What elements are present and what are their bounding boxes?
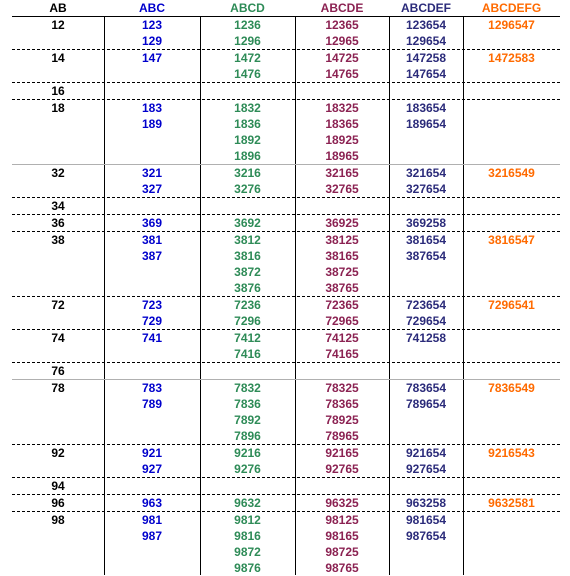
number-table <box>12 0 560 575</box>
cell-abcdefg: 9632581 <box>488 496 535 510</box>
cell-abcdef: 123654 <box>405 18 447 32</box>
cell-abcd: 1836 <box>234 117 261 131</box>
cell-ab: 12 <box>51 18 65 32</box>
cell-abcdefg: 3216549 <box>488 166 535 180</box>
cell-abcdefg: 1472583 <box>488 51 535 65</box>
cell-abcde: 74165 <box>325 347 359 361</box>
cell-abcde: 38125 <box>325 233 359 247</box>
cell-abcd: 7836 <box>234 397 261 411</box>
cell-abcd: 1896 <box>234 149 261 163</box>
cell-abc: 987 <box>141 529 163 543</box>
cell-abc: 381 <box>141 233 163 247</box>
cell-abcdef: 789654 <box>405 397 447 411</box>
cell-abcd: 3816 <box>234 249 261 263</box>
cell-abcde: 12965 <box>325 34 359 48</box>
cell-abcde: 72365 <box>325 298 359 312</box>
cell-abc: 981 <box>141 513 163 527</box>
cell-ab: 98 <box>51 513 65 527</box>
cell-abc: 921 <box>141 446 163 460</box>
cell-abcdef: 741258 <box>405 331 447 345</box>
cell-abc: 963 <box>141 496 163 510</box>
cell-abc: 183 <box>141 101 163 115</box>
cell-abcd: 3692 <box>234 216 261 230</box>
cell-ab: 18 <box>51 101 65 115</box>
header-abc: ABC <box>139 1 165 15</box>
cell-abcdef: 723654 <box>405 298 447 312</box>
header-ab: AB <box>49 1 67 15</box>
cell-abcdef: 147258 <box>405 51 447 65</box>
cell-abcd: 7896 <box>234 429 261 443</box>
cell-abcdef: 987654 <box>405 529 447 543</box>
cell-abcdef: 981654 <box>405 513 447 527</box>
cell-abcde: 98725 <box>325 545 359 559</box>
cell-ab: 72 <box>51 298 65 312</box>
cell-abcd: 9876 <box>234 561 261 575</box>
header-abcd: ABCD <box>230 1 265 15</box>
cell-abcde: 72965 <box>325 314 359 328</box>
cell-abcd: 7236 <box>234 298 261 312</box>
cell-abcdef: 783654 <box>405 381 447 395</box>
cell-abcde: 32165 <box>325 166 359 180</box>
cell-abcd: 3812 <box>234 233 261 247</box>
cell-abcdef: 729654 <box>405 314 447 328</box>
cell-abcde: 38765 <box>325 281 359 295</box>
cell-abcde: 78365 <box>325 397 359 411</box>
cell-abcde: 12365 <box>325 18 359 32</box>
cell-ab: 32 <box>51 166 65 180</box>
cell-abcdefg: 7836549 <box>488 381 535 395</box>
cell-abcdefg: 9216543 <box>488 446 535 460</box>
cell-abcde: 96325 <box>325 496 359 510</box>
cell-ab: 78 <box>51 381 65 395</box>
cell-abcde: 18965 <box>325 149 359 163</box>
cell-abcde: 92165 <box>325 446 359 460</box>
cell-abcde: 38165 <box>325 249 359 263</box>
cell-abc: 123 <box>141 18 163 32</box>
cell-ab: 76 <box>51 364 65 378</box>
cell-ab: 74 <box>51 331 65 345</box>
cell-abcd: 7892 <box>234 413 261 427</box>
cell-abcde: 18925 <box>325 133 359 147</box>
cell-ab: 38 <box>51 233 65 247</box>
cell-abcde: 98165 <box>325 529 359 543</box>
cell-ab: 16 <box>51 84 65 98</box>
cell-abc: 147 <box>141 51 163 65</box>
cell-abcdef: 321654 <box>405 166 447 180</box>
cell-abcde: 98765 <box>325 561 359 575</box>
cell-abc: 369 <box>141 216 163 230</box>
cell-abcdefg: 1296547 <box>488 18 535 32</box>
cell-abcd: 7832 <box>234 381 261 395</box>
cell-ab: 14 <box>51 51 65 65</box>
cell-abc: 327 <box>141 182 163 196</box>
cell-abcdef: 963258 <box>405 496 447 510</box>
cell-abcdef: 129654 <box>405 34 447 48</box>
cell-abcd: 3276 <box>234 182 261 196</box>
cell-abcde: 36925 <box>325 216 359 230</box>
header-abcde: ABCDE <box>320 1 364 15</box>
cell-abc: 741 <box>141 331 163 345</box>
cell-abc: 927 <box>141 462 163 476</box>
cell-abcdef: 147654 <box>405 67 447 81</box>
cell-abcdef: 921654 <box>405 446 447 460</box>
cell-abcde: 14725 <box>325 51 359 65</box>
cell-abcdef: 381654 <box>405 233 447 247</box>
cell-abcd: 1296 <box>234 34 261 48</box>
cell-abcdef: 927654 <box>405 462 447 476</box>
cell-abcde: 74125 <box>325 331 359 345</box>
cell-abcd: 1832 <box>234 101 261 115</box>
cell-abcd: 9276 <box>234 462 261 476</box>
header-abcdef: ABCDEF <box>401 1 451 15</box>
cell-abcde: 78965 <box>325 429 359 443</box>
cell-abcdefg: 7296541 <box>488 298 535 312</box>
cell-abc: 723 <box>141 298 163 312</box>
cell-abcd: 9812 <box>234 513 261 527</box>
cell-abcd: 9816 <box>234 529 261 543</box>
cell-abcdef: 369258 <box>405 216 447 230</box>
cell-abcd: 3872 <box>234 265 261 279</box>
cell-abcde: 32765 <box>325 182 359 196</box>
header-abcdefg: ABCDEFG <box>481 1 542 15</box>
cell-abcd: 1236 <box>234 18 261 32</box>
cell-abcde: 78925 <box>325 413 359 427</box>
cell-abcde: 78325 <box>325 381 359 395</box>
cell-abc: 189 <box>141 117 163 131</box>
cell-abcd: 9872 <box>234 545 261 559</box>
cell-abc: 129 <box>141 34 163 48</box>
cell-abcdef: 183654 <box>405 101 447 115</box>
cell-abcd: 7412 <box>234 331 261 345</box>
cell-abc: 387 <box>141 249 163 263</box>
cell-abcde: 98125 <box>325 513 359 527</box>
cell-abc: 729 <box>141 314 163 328</box>
cell-abcd: 1472 <box>234 51 261 65</box>
cell-abcd: 3876 <box>234 281 261 295</box>
cell-abcd: 9632 <box>234 496 261 510</box>
cell-abcd: 7416 <box>234 347 261 361</box>
cell-ab: 96 <box>51 496 65 510</box>
cell-ab: 92 <box>51 446 65 460</box>
cell-abcde: 92765 <box>325 462 359 476</box>
cell-ab: 34 <box>51 199 65 213</box>
cell-ab: 36 <box>51 216 65 230</box>
cell-ab: 94 <box>51 479 65 493</box>
cell-abcdef: 189654 <box>405 117 447 131</box>
cell-abcd: 1892 <box>234 133 261 147</box>
cell-abcde: 18325 <box>325 101 359 115</box>
cell-abcdef: 387654 <box>405 249 447 263</box>
cell-abc: 321 <box>141 166 163 180</box>
cell-abcde: 14765 <box>325 67 359 81</box>
cell-abcd: 7296 <box>234 314 261 328</box>
cell-abc: 783 <box>141 381 163 395</box>
cell-abcde: 38725 <box>325 265 359 279</box>
cell-abcdef: 327654 <box>405 182 447 196</box>
cell-abc: 789 <box>141 397 163 411</box>
cell-abcd: 1476 <box>234 67 261 81</box>
cell-abcdefg: 3816547 <box>488 233 535 247</box>
cell-abcd: 3216 <box>234 166 261 180</box>
cell-abcd: 9216 <box>234 446 261 460</box>
cell-abcde: 18365 <box>325 117 359 131</box>
